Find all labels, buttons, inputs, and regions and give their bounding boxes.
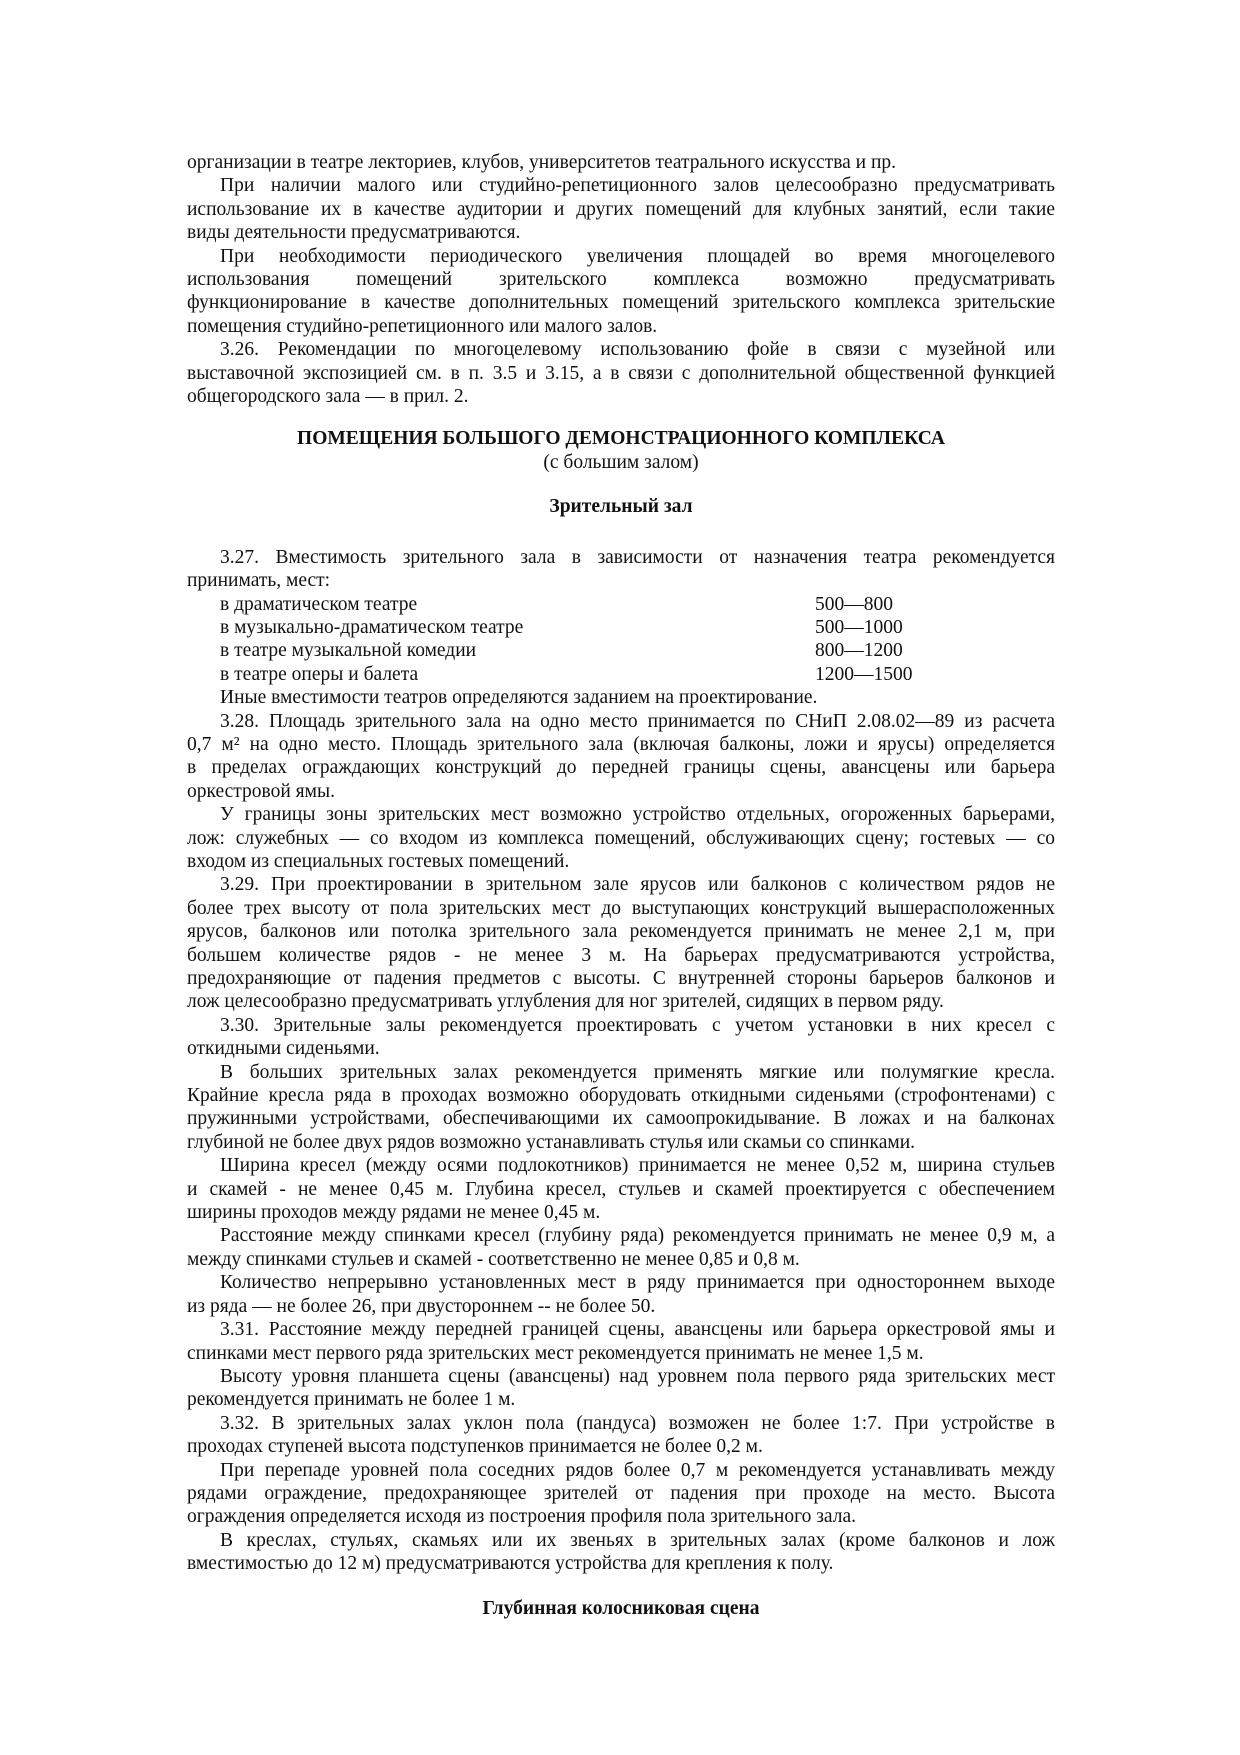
paragraph (187, 1529, 1055, 1576)
paragraph (187, 1061, 1055, 1155)
text-line: У границы зоны зрительских мест возможно устройство отдельных, огороженных барьерами, (220, 804, 1055, 826)
text-line: лож целесообразно предусматривать углубления для ног зрителей, сидящих в первом ряду. (187, 991, 944, 1013)
text-line: спинками мест первого ряда зрительских мест рекомендуется принимать не менее 1,5 м. (187, 1342, 924, 1364)
text-line: Иные вместимости театров определяются заданием на проектирование. (220, 687, 818, 709)
text-line: 3.31. Расстояние между передней границей сцены, авансцены или барьера оркестровой ямы и (220, 1319, 1055, 1341)
text-line: откидными сиденьями. (187, 1038, 380, 1060)
text-line: Ширина кресел (между осями подлокотников) принимается не менее 0,52 м, ширина стульев (220, 1155, 1055, 1177)
text-line: вместимостью до 12 м) предусматриваются устройства для крепления к полу. (187, 1553, 834, 1575)
text-line: ограждения определяется исходя из построения профиля пола зрительного зала. (187, 1506, 857, 1528)
paragraph (187, 1412, 1055, 1459)
text-line: выставочной экспозицией см. в п. 3.5 и 3.15, а в связи с дополнительной общественной функцией (187, 362, 1055, 384)
text-line: пружинными устройствами, обеспечивающими их самоопрокидывание. В ложах и на балконах (187, 1108, 1055, 1130)
text-line: Расстояние между спинками кресел (глубину ряда) рекомендуется принимать не менее 0,9 м, а (220, 1225, 1055, 1247)
text-line: ярусов, балконов или потолка зрительного зала рекомендуется принимать не менее 2,1 м, при (187, 921, 1055, 943)
text-line: в пределах ограждающих конструкций до передней границы сцены, авансцены или барьера (187, 757, 1055, 779)
text-line: предохраняющие от падения предметов с высоты. С внутренней стороны барьеров балконов и (187, 968, 1055, 989)
seat-range: 1200—1500 (815, 663, 913, 685)
text-line: лож: служебных — со входом из комплекса помещений, обслуживающих сцену; гостевых — со (187, 827, 1055, 849)
text-line: виды деятельности предусматриваются. (187, 222, 521, 244)
text-line: помещения студийно-репетиционного или малого залов. (187, 315, 658, 337)
text-line: 3.32. В зрительных залах уклон пола (пандуса) возможен не более 1:7. При устройстве в (220, 1412, 1055, 1434)
text-line: входом из специальных гостевых помещений. (187, 850, 570, 872)
subsection-heading: Зрительный зал (549, 496, 693, 518)
text-line: При перепаде уровней пола соседних рядов более 0,7 м рекомендуется устанавливать между (220, 1459, 1055, 1481)
paragraph (187, 1365, 1055, 1412)
text-line: большем количестве рядов - не менее 3 м. На барьерах предусматриваются устройства, (187, 944, 1055, 966)
list-item (187, 593, 1055, 616)
text-line: В больших зрительных залах рекомендуется применять мягкие или полумягкие кресла. (220, 1061, 1055, 1083)
text-line: Высоту уровня планшета сцены (авансцены) над уровнем пола первого ряда зрительских мест (220, 1365, 1055, 1387)
text-line: рекомендуется принимать не более 1 м. (187, 1389, 516, 1411)
text-line: Крайние кресла ряда в проходах возможно оборудовать откидными сиденьями (строфонтенами) с (187, 1085, 1055, 1107)
paragraph (187, 710, 1055, 804)
theatre-type: в театре оперы и балета (220, 663, 419, 685)
list-item (187, 663, 1055, 686)
paragraph (187, 873, 1055, 1013)
list-item (187, 616, 1055, 639)
theatre-type: в музыкально-драматическом театре (220, 616, 524, 638)
text-line: использования помещений зрительского комплекса возможно предусматривать (187, 269, 1055, 291)
theatre-type: в драматическом театре (220, 593, 418, 615)
paragraph (187, 1224, 1055, 1271)
theatre-type: в театре музыкальной комедии (220, 640, 477, 662)
paragraph (187, 686, 1055, 709)
document-page (187, 151, 1055, 1620)
text-line: 3.26. Рекомендации по многоцелевому использованию фойе в связи с музейной или (220, 339, 1055, 361)
text-line: более трех высоту от пола зрительских мест до выступающих конструкций вышерасположенных (187, 897, 1055, 919)
text-line: из ряда — не более 26, при двустороннем -- не более 50. (187, 1295, 656, 1317)
paragraph (187, 174, 1055, 244)
text-line: глубиной не более двух рядов возможно устанавливать стулья или скамьи со спинками. (187, 1131, 916, 1153)
paragraph (187, 151, 1055, 174)
text-line: общегородского зала — в прил. 2. (187, 386, 469, 408)
text-line: функционирование в качестве дополнительных помещений зрительского комплекса зрительские (187, 292, 1055, 314)
paragraph (187, 1271, 1055, 1318)
seat-range: 800—1200 (815, 640, 903, 662)
paragraph (187, 803, 1055, 873)
text-line: проходах ступеней высота подступенков принимается не более 0,2 м. (187, 1436, 763, 1458)
paragraph (187, 1318, 1055, 1365)
text-line: организации в театре лекториев, клубов, университетов театрального искусства и пр. (187, 152, 897, 173)
seat-range: 500—1000 (815, 616, 903, 638)
text-line: 3.30. Зрительные залы рекомендуется проектировать с учетом установки в них кресел с (220, 1014, 1055, 1036)
capacity-list (187, 593, 1055, 687)
list-item (187, 639, 1055, 662)
seat-range: 500—800 (815, 593, 893, 615)
subsection-heading: Глубинная колосниковая сцена (482, 1597, 760, 1619)
section-heading: ПОМЕЩЕНИЯ БОЛЬШОГО ДЕМОНСТРАЦИОННОГО КОМПЛЕКСА (297, 428, 945, 450)
text-line: 0,7 м² на одно место. Площадь зрительного зала (включая балконы, ложи и ярусы) определяется (187, 733, 1055, 755)
text-line: рядами ограждение, предохраняющее зрителей от падения при проходе на место. Высота (187, 1482, 1055, 1504)
text-line: При необходимости периодического увеличения площадей во время многоцелевого (220, 245, 1055, 267)
text-line: В креслах, стульях, скамьях или их звеньях в зрительных залах (кроме балконов и лож (220, 1529, 1055, 1551)
text-line: Количество непрерывно установленных мест в ряду принимается при одностороннем выходе (220, 1272, 1055, 1294)
text-line: оркестровой ямы. (187, 780, 335, 802)
text-line: 3.27. Вместимость зрительного зала в зависимости от назначения театра рекомендуется (220, 546, 1055, 568)
text-line: 3.29. При проектировании в зрительном зале ярусов или балконов с количеством рядов не (220, 874, 1055, 896)
text-line: При наличии малого или студийно-репетиционного залов целесообразно предусматривать (220, 175, 1055, 197)
paragraph (187, 245, 1055, 339)
text-line: между спинками стульев и скамей - соответственно не менее 0,85 и 0,8 м. (187, 1248, 800, 1270)
text-line: принимать, мест: (187, 570, 331, 592)
text-line: 3.28. Площадь зрительного зала на одно место принимается по СНиП 2.08.02—89 из расчета (220, 710, 1055, 732)
paragraph (187, 1154, 1055, 1224)
section-subheading: (с большим залом) (543, 451, 699, 473)
text-line: использование их в качестве аудитории и других помещений для клубных занятий, если такие (187, 198, 1055, 220)
text-line: ширины проходов между рядами не менее 0,45 м. (187, 1202, 601, 1224)
paragraph (187, 1014, 1055, 1061)
paragraph (187, 1459, 1055, 1529)
text-line: и скамей - не менее 0,45 м. Глубина кресел, стульев и скамей проектируется с обеспечением (187, 1178, 1055, 1200)
paragraph (187, 338, 1055, 408)
paragraph (187, 546, 1055, 593)
